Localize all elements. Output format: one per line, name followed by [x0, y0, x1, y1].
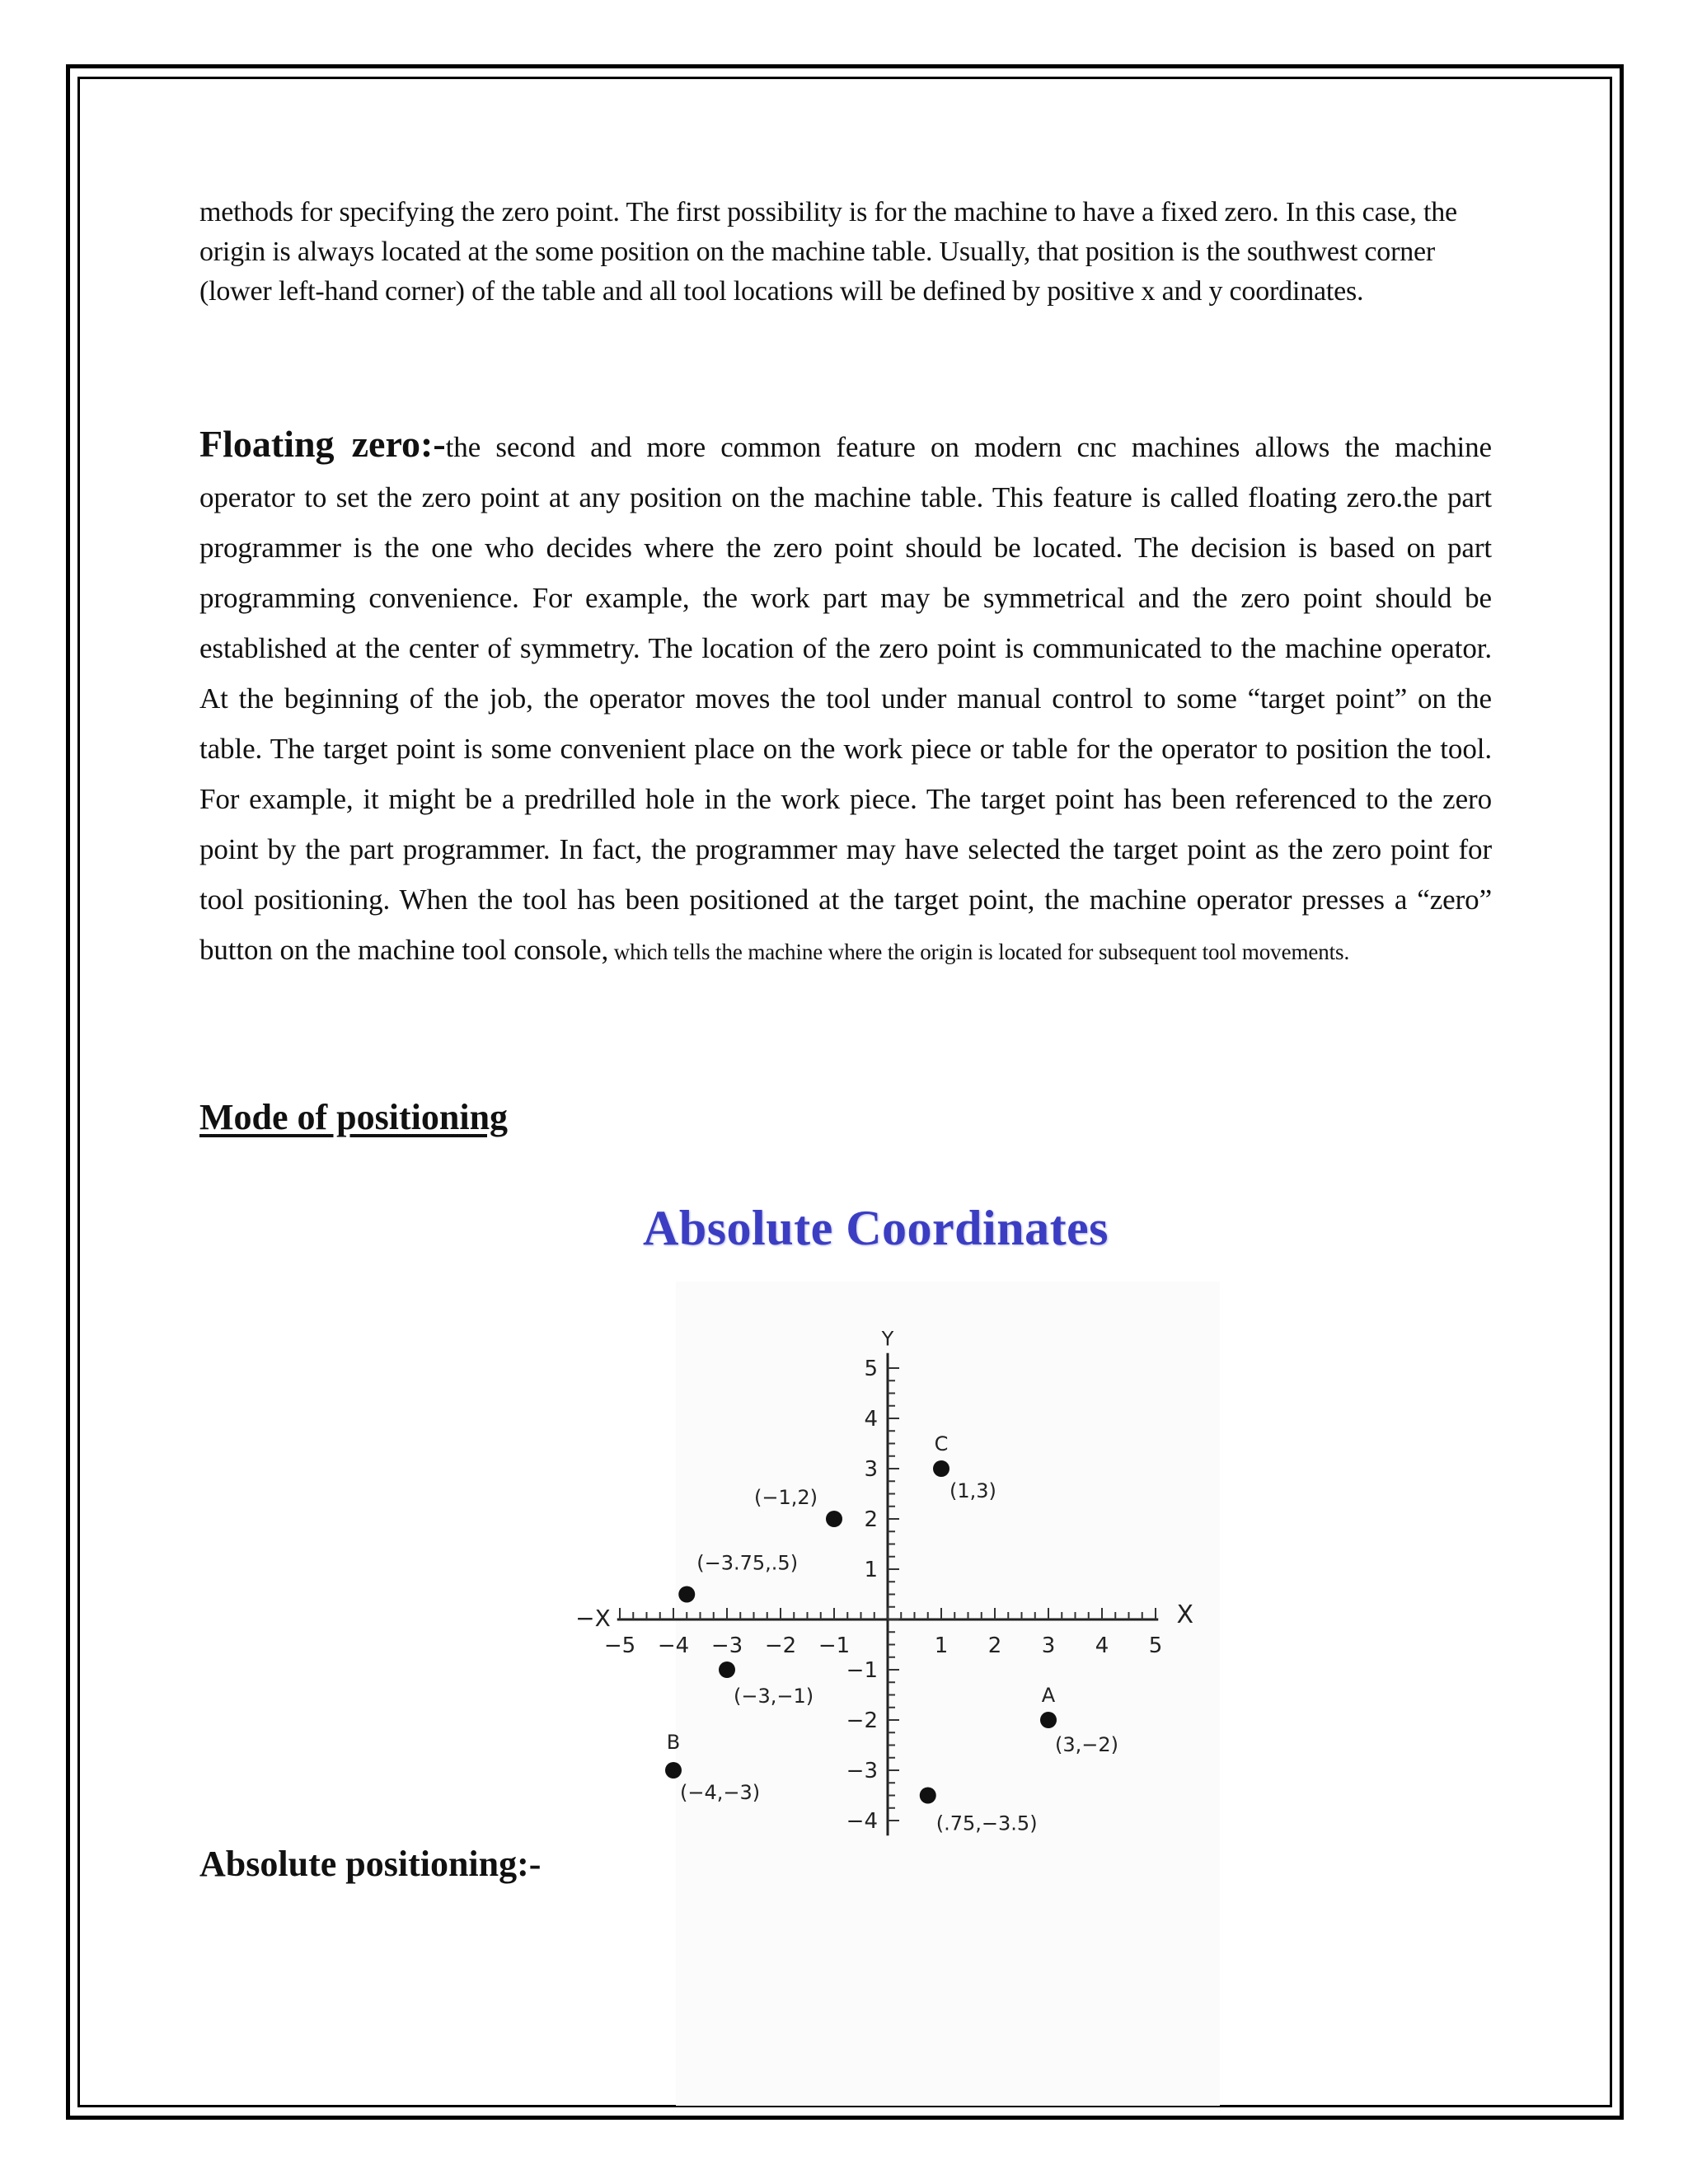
data-point-label: (−1,2) [753, 1486, 818, 1509]
x-tick-label: 1 [934, 1633, 949, 1658]
floating-zero-body: the second and more common feature on modern cnc machines allows the machine operator to set the zero point at any position on the machine table. This feature is called floating zero.the part programmer is the one who decides where the zero point should be located. The decision is based on part programming convenience. For example, the work part may be symmetrical and the zero point should be established at the center of symmetry. The location of the zero point is communicated to the machine operator. At the beginning of the job, the operator moves the tool under manual control to some “target point” on the table. The target point is some convenient place on the work piece or table for the operator to position the tool. For example, it might be a predrilled hole in the work piece. The target point has been referenced to the zero point by the part programmer. In fact, the programmer may have selected the target point as the zero point for tool positioning. When the tool has been positioned at the target point, the machine operator presses a “zero” button on the machine tool console, [199, 431, 1492, 966]
x-axis-label: X [1176, 1601, 1194, 1629]
floating-zero-paragraph [199, 419, 1492, 977]
x-tick-label: −5 [603, 1633, 636, 1658]
data-point-name: A [1041, 1684, 1056, 1707]
floating-zero-tail: which tells the machine where the origin is located for subsequent tool movements. [608, 940, 1350, 964]
y-tick-label: −2 [846, 1708, 878, 1733]
absolute-positioning-heading: Absolute positioning:- [199, 1844, 542, 1884]
x-tick-label: 5 [1148, 1633, 1163, 1658]
x-tick-label: −4 [657, 1633, 690, 1658]
y-tick-label: 3 [864, 1457, 878, 1482]
data-point-name: B [666, 1731, 681, 1754]
data-point-label: (.75,−3.5) [935, 1811, 1038, 1835]
mode-of-positioning-heading: Mode of positioning [199, 1097, 509, 1137]
x-tick-label: 2 [987, 1633, 1002, 1658]
x-axis-negative-label: −X [575, 1605, 611, 1632]
x-tick-label: −2 [764, 1633, 797, 1658]
data-point-label: (−4,−3) [680, 1781, 761, 1804]
y-tick-label: −4 [846, 1809, 878, 1834]
x-tick-label: 3 [1041, 1633, 1056, 1658]
data-point-label: (1,3) [950, 1479, 996, 1502]
data-point-label: (−3,−1) [734, 1685, 814, 1708]
y-tick-label: 1 [864, 1558, 878, 1582]
x-tick-label: 4 [1095, 1633, 1109, 1658]
y-tick-label: 4 [864, 1407, 878, 1432]
y-tick-label: −1 [846, 1658, 878, 1683]
data-point-name: C [934, 1432, 949, 1455]
y-axis-label: Y [881, 1327, 894, 1351]
x-tick-label: −3 [710, 1633, 743, 1658]
floating-zero-heading: Floating zero:- [199, 423, 446, 465]
figure-background [676, 1282, 1220, 2106]
x-tick-label: −1 [818, 1633, 851, 1658]
figure-title: Absolute Coordinates [643, 1201, 1109, 1255]
data-point-label: (−3.75,.5) [696, 1551, 799, 1575]
data-point-label: (3,−2) [1055, 1733, 1119, 1756]
intro-paragraph: methods for specifying the zero point. The first possibility is for the machine to have a fixed zero. In this case, the origin is always located at the some position on the machine table. Usually, that position is the southwest corner (lower left-hand corner) of the table and all tool locations will be defined by positive x and y coordinates. [199, 197, 1457, 307]
y-tick-label: 5 [864, 1357, 878, 1381]
y-tick-label: −3 [846, 1759, 878, 1783]
y-tick-label: 2 [864, 1507, 878, 1532]
